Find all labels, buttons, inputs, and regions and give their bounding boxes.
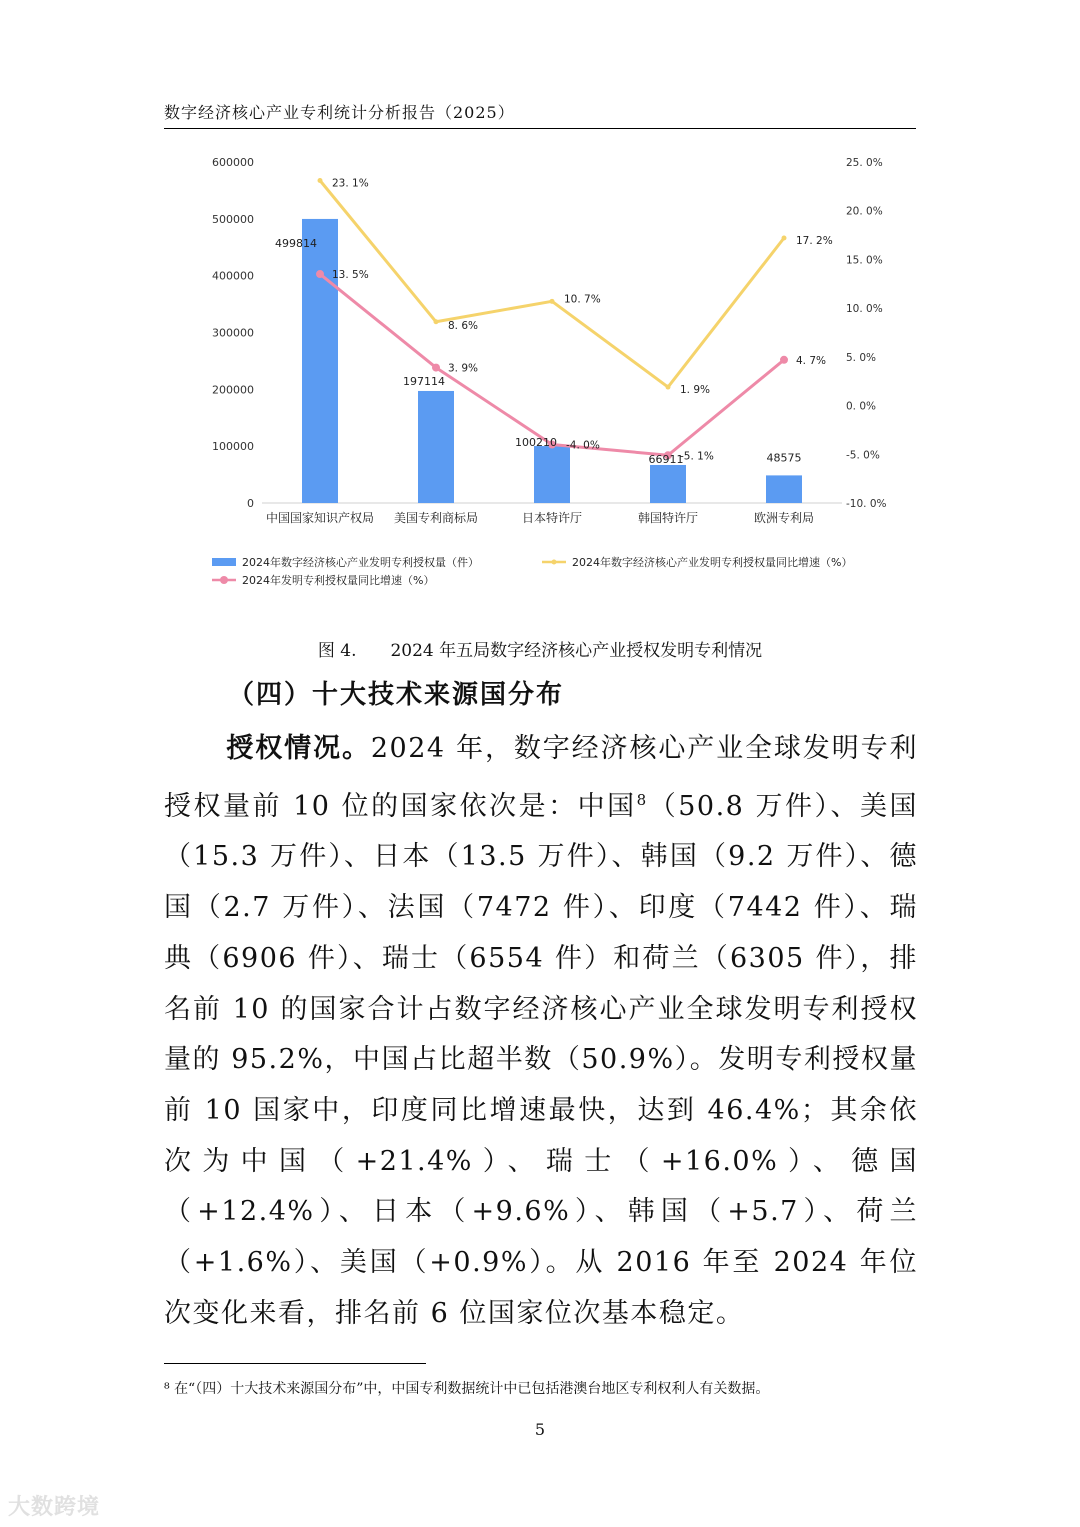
line-data-label: 17. 2%: [796, 234, 833, 247]
legend-marker: [552, 560, 557, 565]
line-point: [318, 178, 323, 183]
body-text-1: 2024 年，数字经济核心产业全球发明专利授权量前 10 位的国家依次是：中国: [164, 733, 918, 822]
bar-data-label: 499814: [275, 236, 317, 250]
bar: [302, 219, 338, 503]
left-axis-tick: 100000: [212, 440, 254, 454]
line-data-label: -5. 1%: [680, 450, 714, 463]
right-axis-tick: 10. 0%: [846, 303, 883, 316]
legend-marker: [220, 576, 228, 584]
legend-swatch-bar: [212, 558, 236, 566]
right-axis-tick: -10. 0%: [846, 498, 887, 510]
right-axis-tick: 15. 0%: [846, 254, 883, 267]
left-axis-tick: 0: [247, 497, 254, 510]
line-point: [666, 385, 671, 390]
bar: [766, 475, 802, 503]
x-axis-tick: 日本特许厅: [521, 511, 583, 525]
growth-line-digital: [320, 181, 784, 388]
right-axis-tick: 0. 0%: [846, 400, 877, 413]
body-paragraph: [164, 724, 918, 1339]
footnote: ⁸ 在“（四）十大技术来源国分布”中，中国专利数据统计中已包括港澳台地区专利权利人有关数据。: [164, 1381, 770, 1397]
legend-label: 2024年数字经济核心产业发明专利授权量（件）: [242, 556, 479, 569]
legend-label: 2024年发明专利授权量同比增速（%）: [242, 574, 435, 587]
left-axis-tick: 500000: [212, 212, 254, 226]
line-point: [550, 299, 555, 304]
footnote-ref[interactable]: 8: [636, 790, 648, 809]
watermark: 大数跨境: [8, 1495, 101, 1520]
body-text-2: （50.8 万件）、美国（15.3 万件）、日本（13.5 万件）、韩国（9.2 万件）、德国（2.7 万件）、法国（7472 件）、印度（7442 件）、瑞典（6906 件）、瑞士（6554 件）和荷兰（6305 件），排名前 10 的国家合计占数字经济核心产业全球发明专利授权量的 95.2%，中国占比超半数（50.9%）。发明专利授权量前 10 国家中，印度同比增速最快，达到 46.4%；其余依次为中国（+21.4%）、瑞士（+16.0%）、德国（+12.4%）、日本（+9.6%）、韩国（+5.7）、荷兰（+1.6%）、美国（+0.9%）。从 2016 年至 2024 年位次变化来看，排名前 6 位国家位次基本稳定。: [164, 790, 918, 1329]
bar-data-label: 48575: [766, 451, 802, 465]
line-point: [782, 235, 787, 240]
right-axis-tick: -5. 0%: [846, 449, 880, 462]
section-title: （四）十大技术来源国分布: [228, 680, 565, 710]
line-data-label: 23. 1%: [332, 177, 369, 190]
bar: [418, 391, 454, 503]
footnote-divider: [164, 1363, 426, 1364]
left-axis-tick: 400000: [212, 269, 254, 283]
right-axis-tick: 5. 0%: [846, 351, 877, 364]
left-axis-tick: 200000: [212, 383, 254, 397]
lead-text: 授权情况。: [226, 733, 371, 764]
left-axis-tick: 600000: [212, 156, 254, 169]
bar-data-label: 66911: [648, 452, 684, 466]
line-data-label: 1. 9%: [680, 384, 711, 397]
x-axis-tick: 美国专利商标局: [393, 511, 479, 525]
legend-label: 2024年数字经济核心产业发明专利授权量同比增速（%）: [572, 556, 853, 569]
line-data-label: -4. 0%: [566, 439, 600, 452]
patent-chart: [0, 140, 1080, 620]
x-axis-tick: 中国国家知识产权局: [265, 511, 375, 525]
line-point: [432, 364, 440, 372]
bar: [650, 465, 686, 503]
line-data-label: 10. 7%: [564, 293, 601, 306]
line-data-label: 4. 7%: [796, 354, 827, 367]
line-data-label: 3. 9%: [448, 362, 479, 375]
line-point: [316, 270, 324, 278]
line-data-label: 13. 5%: [332, 269, 369, 282]
x-axis-tick: 韩国特许厅: [637, 511, 699, 525]
report-title: 数字经济核心产业专利统计分析报告（2025）: [164, 103, 515, 122]
line-point: [780, 356, 788, 364]
bar-data-label: 100210: [515, 436, 557, 450]
page-header: [164, 96, 916, 129]
bar: [534, 446, 570, 503]
left-axis-tick: 300000: [212, 326, 254, 340]
bar-data-label: 197114: [403, 374, 445, 388]
line-data-label: 8. 6%: [448, 319, 479, 332]
figure-caption: 图 4. 2024 年五局数字经济核心产业授权发明专利情况: [317, 641, 763, 661]
page-number: 5: [534, 1420, 546, 1439]
right-axis-tick: 20. 0%: [846, 205, 883, 218]
line-point: [434, 319, 439, 324]
x-axis-tick: 欧洲专利局: [753, 511, 815, 525]
right-axis-tick: 25. 0%: [846, 157, 883, 169]
